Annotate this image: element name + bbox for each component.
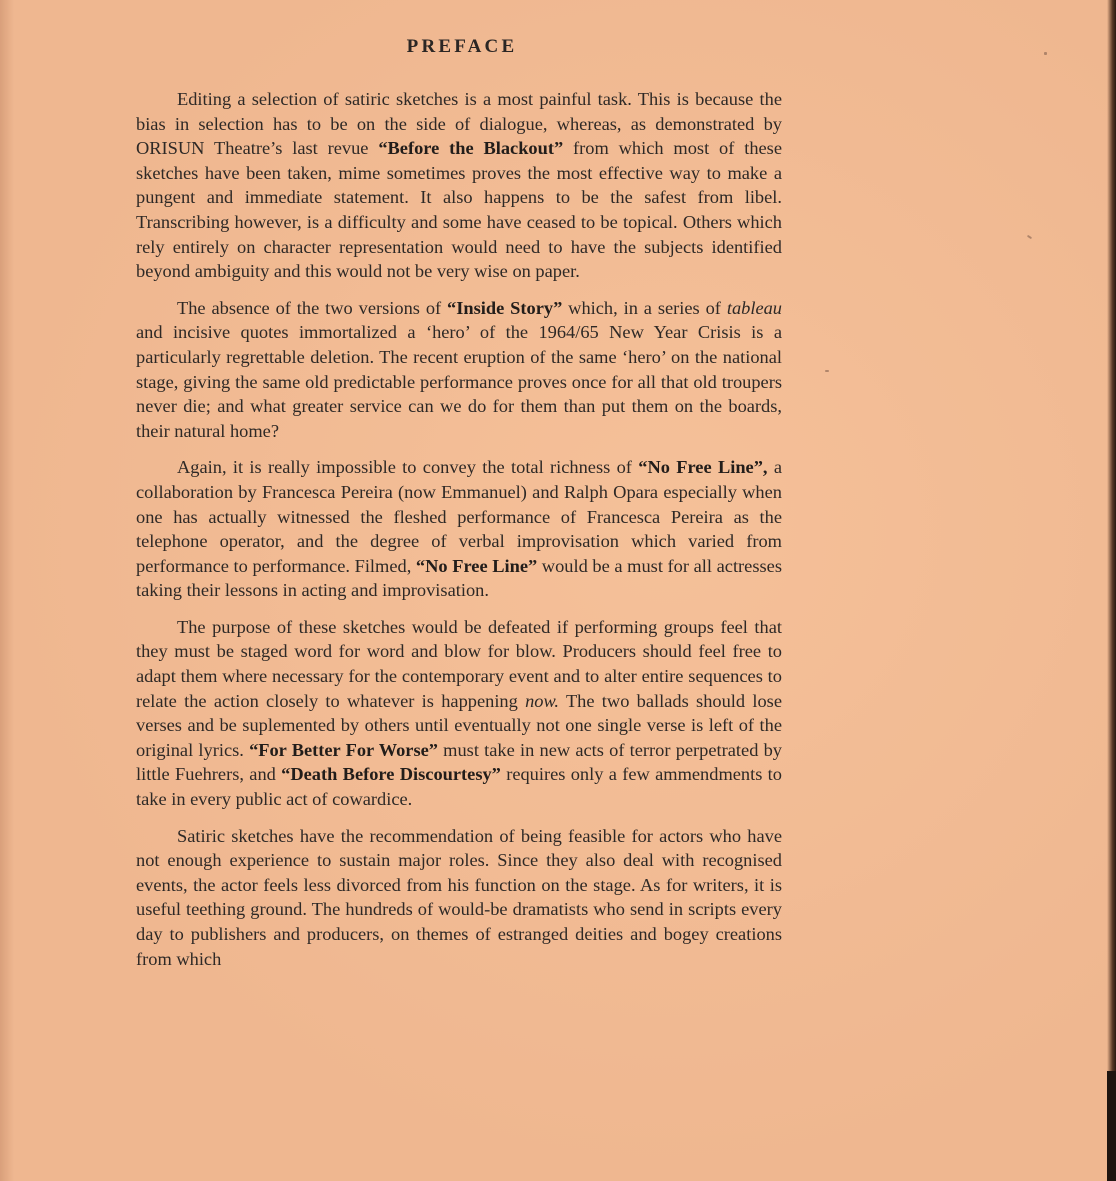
paper-speck — [1044, 52, 1047, 55]
text-run: which, in a series of — [562, 297, 727, 318]
text-run: from which most of these sketches have been taken, mime sometimes proves the most effective way to make a pungent and immediate statement. It also happens to be the safest from libel. Transcribing however, is a difficulty and some have ceased to be topical. Others which rely entirely on character representation would need to have the subjects identified beyond ambiguity and this would not be very wise on paper. — [136, 138, 782, 282]
text-run: The two ballads should lose verses and be suplemented by others until eventually not one single verse is left of the original lyrics. — [136, 690, 782, 760]
preface-body — [136, 87, 782, 983]
paragraph-4 — [136, 615, 782, 812]
italic-run: tableau — [726, 297, 782, 318]
paragraph-2 — [136, 296, 782, 444]
text-run: Satiric sketches have the recommendation of being feasible for actors who have not enough experience to sustain major roles. Since they also deal with recognised events, the actor feels less divorced from his function on the stage. As for writers, it is useful teething ground. The hundreds of would-be dramatists who send in scripts every day to publishers and producers, on themes of estranged deities and bogey creations from which — [136, 825, 782, 969]
text-run: Again, it is really impossible to convey the total richness of — [177, 457, 639, 478]
paragraph-1 — [136, 87, 782, 284]
text-run: The absence of the two versions of — [177, 297, 448, 318]
italic-run: now. — [525, 690, 559, 711]
text-run: a collaboration by Francesca Pereira (now Emmanuel) and Ralph Opara especially when one has actually witnessed the fleshed performance of Francesca Pereira as the telephone operator, and the degree of verbal improvisation which varied from performance to performance. Filmed, — [136, 457, 782, 576]
bold-title-run: “For Better For Worse” — [249, 739, 438, 760]
paper-speck — [1027, 235, 1032, 240]
text-run: and incisive quotes immortalized a ‘hero’ of the 1964/65 New Year Crisis is a particularly regrettable deletion. The recent eruption of the same ‘hero’ on the national stage, giving the same old predictable performance proves once for all that old troupers never die; and what greater service can we do for them than put them on the boards, their natural home? — [136, 322, 782, 441]
bold-title-run: “Before the Blackout” — [378, 138, 564, 159]
bold-title-run: “No Free Line”, — [638, 457, 768, 478]
bold-title-run: “Death Before Discourtesy” — [281, 764, 501, 785]
text-run: Editing a selection of satiric sketches is a most painful task. This is because the bias in selection has to be on the side of dialogue, whereas, as demonstrated by ORISUN Theatre’s last revue — [136, 89, 782, 159]
paragraph-3 — [136, 455, 782, 603]
page-edge-right — [1107, 0, 1116, 1181]
bold-title-run: “Inside Story” — [447, 297, 563, 318]
text-run: would be a must for all actresses taking their lessons in acting and improvisation. — [136, 555, 782, 601]
page-edge-bottom — [1107, 1071, 1116, 1181]
page-title: PREFACE — [406, 36, 518, 57]
paragraph-5 — [136, 824, 782, 972]
bold-title-run: “No Free Line” — [415, 555, 538, 576]
paper-speck — [825, 370, 829, 372]
text-run: requires only a few ammendments to take in every public act of cowardice. — [136, 764, 782, 810]
text-run: must take in new acts of terror perpetrated by little Fuehrers, and — [136, 739, 782, 785]
text-run: The purpose of these sketches would be defeated if performing groups feel that they must be staged word for word and blow for blow. Producers should feel free to adapt them where necessary for the contemporary event and to alter entire sequences to relate the action closely to whatever is happening — [136, 616, 782, 711]
